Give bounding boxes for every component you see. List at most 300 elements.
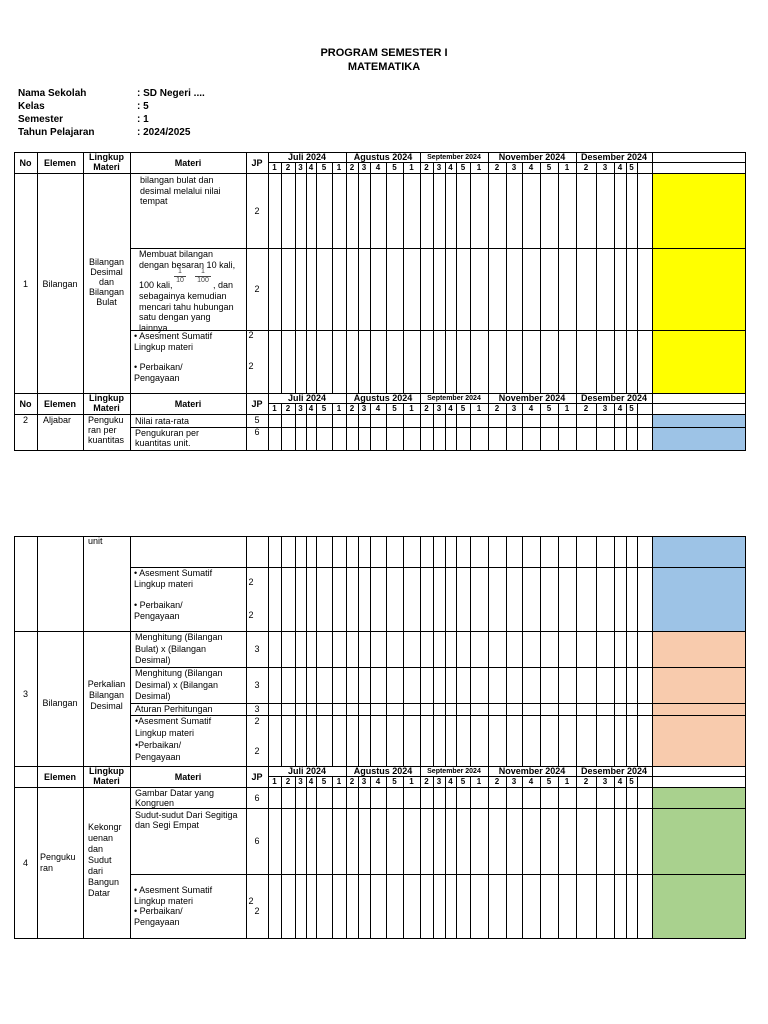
grid-line [295, 536, 296, 766]
materi-cell: Aturan Perhitungan [135, 704, 213, 714]
grid-line [420, 766, 421, 776]
grid-line [652, 162, 653, 173]
week-number: 1 [272, 404, 277, 413]
week-number: 1 [336, 777, 342, 786]
grid-line [456, 162, 457, 173]
grid-line [506, 173, 507, 393]
grid-line [130, 766, 131, 788]
month-label: September 2024 [427, 154, 481, 161]
week-number: 2 [583, 777, 589, 786]
grid-line [83, 152, 84, 173]
grid-line [637, 403, 638, 414]
grid-line [456, 415, 457, 450]
grid-line [614, 776, 615, 787]
header-elemen: Elemen [43, 399, 76, 409]
month-label: Agustus 2024 [353, 393, 413, 403]
grid-line [506, 415, 507, 450]
month-label: Desember 2024 [580, 766, 648, 776]
grid-line [558, 776, 559, 787]
week-number: 3 [361, 777, 367, 786]
grid-line [470, 788, 471, 938]
grid-line [130, 808, 746, 809]
no-cell: 1 [22, 279, 28, 289]
grid-line [456, 788, 457, 938]
grid-line [83, 415, 84, 450]
grid-line [14, 631, 746, 632]
grid-line [268, 766, 269, 776]
highlight-green [652, 788, 745, 938]
grid-line [37, 536, 38, 766]
grid-line [386, 788, 387, 938]
grid-line [281, 415, 282, 450]
grid-line [488, 162, 489, 173]
month-label: September 2024 [427, 768, 481, 775]
materi-cell: Membuat bilangan dengan besaran 10 kali, [139, 249, 236, 270]
week-number: 3 [298, 163, 303, 172]
grid-line [522, 403, 523, 414]
jp-cell: 2 [248, 577, 254, 587]
week-number: 5 [629, 163, 634, 172]
grid-line [433, 788, 434, 938]
grid-line [346, 173, 347, 393]
grid-line [614, 788, 615, 938]
grid-line [626, 536, 627, 766]
grid-line [14, 450, 746, 451]
program-title: PROGRAM SEMESTER I [320, 47, 448, 59]
grid-line [130, 536, 131, 766]
grid-line [745, 536, 746, 766]
grid-line [306, 415, 307, 450]
grid-line [420, 415, 421, 450]
week-number: 1 [272, 777, 277, 786]
elemen-cell: Penguku ran [40, 852, 76, 873]
grid-line [332, 403, 333, 414]
grid-line [358, 788, 359, 938]
jp-cell: 3 [254, 644, 260, 654]
week-number: 5 [629, 777, 634, 786]
jp-cell: 2 [248, 896, 254, 906]
grid-line [295, 788, 296, 938]
jp-cell: 2 [248, 361, 254, 371]
jp-cell: 3 [254, 704, 260, 714]
grid-line [346, 403, 347, 414]
fraction-one-tenth: $\frac{1}{10}$ [174, 268, 186, 285]
jp-cell: 5 [254, 415, 260, 425]
grid-line [745, 415, 746, 450]
grid-line [576, 788, 577, 938]
grid-line [652, 403, 653, 414]
grid-line [306, 403, 307, 414]
jp-cell: 2 [248, 610, 254, 620]
grid-line [37, 766, 38, 788]
week-number: 5 [392, 404, 397, 413]
grid-line [596, 162, 597, 173]
grid-line [420, 173, 421, 393]
grid-line [83, 536, 84, 766]
grid-line [268, 173, 269, 393]
grid-line [456, 173, 457, 393]
grid-line [370, 173, 371, 393]
grid-line [14, 766, 15, 788]
grid-line [626, 415, 627, 450]
grid-line [576, 766, 577, 776]
grid-line [445, 173, 446, 393]
grid-line [306, 173, 307, 393]
grid-line [281, 403, 282, 414]
week-number: 3 [361, 163, 367, 172]
grid-line [540, 403, 541, 414]
grid-line [488, 152, 489, 162]
grid-line [346, 152, 347, 162]
grid-line [420, 403, 421, 414]
grid-line [470, 415, 471, 450]
materi-cell: bilangan bulat dan desimal melalui nilai tempat [140, 175, 221, 206]
grid-line [558, 415, 559, 450]
month-label: Desember 2024 [580, 152, 648, 162]
grid-line [626, 788, 627, 938]
grid-line [506, 776, 507, 787]
week-number: 2 [349, 163, 355, 172]
materi-cell: • Perbaikan/ Pengayaan [134, 906, 183, 927]
grid-line [268, 393, 269, 403]
grid-line [386, 415, 387, 450]
week-number: 2 [349, 777, 355, 786]
week-number: 4 [617, 163, 623, 172]
week-number: 5 [460, 777, 466, 786]
week-number: 5 [460, 163, 466, 172]
grid-line [420, 152, 421, 162]
jp-cell: 2 [254, 906, 260, 916]
grid-line [488, 393, 489, 403]
grid-line [488, 788, 489, 938]
grid-line [403, 415, 404, 450]
grid-line [246, 152, 247, 173]
grid-line [403, 173, 404, 393]
grid-line [652, 536, 653, 766]
jp-cell: 2 [254, 716, 260, 726]
grid-line [370, 776, 371, 787]
week-number: 4 [308, 163, 314, 172]
grid-line [433, 776, 434, 787]
week-number: 1 [336, 404, 342, 413]
grid-line [433, 162, 434, 173]
grid-line [433, 415, 434, 450]
grid-line [332, 536, 333, 766]
grid-line [576, 162, 577, 173]
week-number: 5 [321, 777, 327, 786]
grid-line [626, 162, 627, 173]
grid-line [470, 173, 471, 393]
grid-line [652, 766, 653, 776]
grid-line [506, 536, 507, 766]
materi-cell: Sudut-sudut Dari Segitiga dan Segi Empat [135, 810, 238, 830]
week-number: 4 [375, 777, 381, 786]
materi-cell: Menghitung (Bilangan Bulat) x (Bilangan Desimal) [135, 632, 223, 665]
header-jp: JP [251, 399, 263, 409]
week-number: 5 [546, 404, 552, 413]
jp-cell: 3 [254, 680, 260, 690]
grid-line [637, 162, 638, 173]
month-label: November 2024 [498, 152, 566, 162]
grid-line [420, 536, 421, 766]
grid-line [306, 162, 307, 173]
grid-line [522, 173, 523, 393]
week-number: 4 [617, 777, 623, 786]
grid-line [346, 393, 347, 403]
grid-line [596, 776, 597, 787]
grid-line [576, 403, 577, 414]
grid-line [83, 766, 84, 788]
month-label: November 2024 [498, 766, 566, 776]
week-number: 1 [336, 163, 342, 172]
grid-line [268, 536, 269, 766]
highlight-blue [652, 415, 745, 450]
grid-line [488, 415, 489, 450]
materi-cell: , dan [213, 280, 234, 290]
week-number: 1 [476, 404, 482, 413]
grid-line [488, 403, 489, 414]
grid-line [445, 536, 446, 766]
week-number: 4 [448, 404, 453, 413]
grid-line [522, 536, 523, 766]
info-row: Nama Sekolah : SD Negeri .... [18, 88, 205, 99]
grid-line [268, 403, 269, 414]
header-materi: Materi [174, 772, 202, 782]
grid-line [626, 173, 627, 393]
grid-line [316, 162, 317, 173]
grid-line [576, 152, 577, 162]
grid-line [596, 415, 597, 450]
grid-line [470, 162, 471, 173]
week-number: 1 [564, 163, 570, 172]
grid-line [596, 403, 597, 414]
materi-cell: • Asesment Sumatif Lingkup materi [134, 885, 213, 906]
grid-line [386, 403, 387, 414]
grid-line [332, 776, 333, 787]
week-number: 1 [409, 163, 414, 172]
grid-line [268, 415, 269, 450]
week-number: 5 [321, 404, 327, 413]
grid-line [14, 393, 15, 415]
grid-line [652, 173, 653, 393]
grid-line [456, 403, 457, 414]
grid-line [316, 415, 317, 450]
info-row: Semester : 1 [18, 114, 149, 125]
grid-line [596, 173, 597, 393]
materi-cell: 100 kali, [139, 280, 173, 290]
grid-line [488, 766, 489, 776]
grid-line [540, 776, 541, 787]
grid-line [445, 403, 446, 414]
grid-line [637, 415, 638, 450]
grid-line [614, 173, 615, 393]
highlight-blue [652, 536, 745, 631]
grid-line [386, 536, 387, 766]
grid-line [370, 536, 371, 766]
elemen-cell: Aljabar [42, 415, 71, 425]
week-number: 3 [361, 404, 367, 413]
week-number: 5 [392, 777, 397, 786]
week-number: 5 [546, 163, 552, 172]
grid-line [403, 403, 404, 414]
week-number: 5 [629, 404, 634, 413]
header-jp: JP [251, 158, 263, 168]
grid-line [456, 536, 457, 766]
grid-line [558, 162, 559, 173]
grid-line [370, 403, 371, 414]
grid-line [540, 536, 541, 766]
materi-cell: •Perbaikan/ Pengayaan [135, 740, 182, 762]
grid-line [540, 788, 541, 938]
grid-line [346, 776, 347, 787]
header-lingkup: Lingkup Materi [89, 152, 124, 172]
grid-line [445, 776, 446, 787]
grid-line [332, 788, 333, 938]
week-number: 2 [583, 163, 589, 172]
grid-line [130, 874, 746, 875]
header-materi: Materi [174, 399, 202, 409]
week-number: 4 [308, 777, 314, 786]
grid-line [652, 415, 653, 450]
grid-line [403, 776, 404, 787]
week-number: 4 [375, 404, 381, 413]
grid-line [637, 536, 638, 766]
week-number: 1 [409, 404, 414, 413]
grid-line [130, 393, 131, 415]
grid-line [386, 162, 387, 173]
grid-line [420, 776, 421, 787]
jp-cell: 2 [248, 330, 254, 340]
grid-line [626, 776, 627, 787]
jp-cell: 6 [254, 793, 260, 803]
grid-line [626, 403, 627, 414]
grid-line [281, 536, 282, 766]
grid-line [614, 162, 615, 173]
grid-line [370, 162, 371, 173]
grid-line [558, 173, 559, 393]
header-elemen: Elemen [43, 158, 76, 168]
month-label: September 2024 [427, 395, 481, 402]
grid-line [295, 403, 296, 414]
grid-line [445, 415, 446, 450]
grid-line [316, 173, 317, 393]
highlight-peach [652, 631, 745, 766]
month-label: Desember 2024 [580, 393, 648, 403]
grid-line [346, 788, 347, 938]
grid-line [346, 536, 347, 766]
grid-line [403, 788, 404, 938]
week-number: 2 [349, 404, 355, 413]
week-number: 2 [424, 163, 429, 172]
grid-line [130, 152, 131, 173]
grid-line [576, 776, 577, 787]
grid-line [358, 403, 359, 414]
grid-line [268, 162, 269, 173]
week-number: 1 [476, 163, 482, 172]
grid-line [316, 788, 317, 938]
no-cell: 2 [22, 415, 28, 425]
grid-line [295, 415, 296, 450]
grid-line [14, 152, 15, 173]
grid-line [14, 536, 15, 766]
header-elemen: Elemen [43, 772, 76, 782]
grid-line [558, 788, 559, 938]
grid-line [316, 536, 317, 766]
header-jp: JP [251, 772, 263, 782]
lingkup-cell: Bilangan Desimal dan Bilangan Bulat [88, 257, 125, 307]
jp-cell: 2 [254, 746, 260, 756]
materi-cell: • Perbaikan/ Pengayaan [134, 600, 183, 621]
grid-line [420, 162, 421, 173]
materi-cell: • Asesment Sumatif Lingkup materi [134, 568, 213, 589]
week-number: 3 [602, 404, 608, 413]
header-lingkup: Lingkup Materi [89, 766, 124, 786]
grid-line [558, 403, 559, 414]
grid-line [346, 162, 347, 173]
week-number: 3 [511, 777, 517, 786]
grid-line [488, 173, 489, 393]
grid-line [295, 173, 296, 393]
materi-cell: Menghitung (Bilangan Desimal) x (Bilangan Desimal) [135, 668, 223, 701]
grid-line [281, 173, 282, 393]
grid-line [540, 415, 541, 450]
grid-line [268, 776, 269, 787]
header-no: No [19, 399, 32, 409]
grid-line [358, 776, 359, 787]
materi-cell: Pengukuran per kuantitas unit. [135, 428, 200, 448]
grid-line [420, 393, 421, 403]
grid-line [540, 173, 541, 393]
grid-line [370, 788, 371, 938]
jp-cell: 2 [254, 284, 260, 294]
grid-line [358, 536, 359, 766]
materi-cell: Nilai rata-rata [135, 416, 190, 426]
subject-title: MATEMATIKA [347, 61, 421, 73]
grid-line [433, 403, 434, 414]
grid-line [14, 938, 746, 939]
materi-cell: • Asesment Sumatif Lingkup materi [134, 331, 213, 352]
grid-line [637, 173, 638, 393]
month-label: Agustus 2024 [353, 152, 413, 162]
week-number: 1 [476, 777, 482, 786]
grid-line [281, 162, 282, 173]
grid-line [358, 162, 359, 173]
grid-line [745, 788, 746, 938]
info-row: Kelas : 5 [18, 101, 149, 112]
grid-line [358, 173, 359, 393]
week-number: 4 [375, 163, 381, 172]
grid-line [637, 788, 638, 938]
week-number: 1 [564, 404, 570, 413]
week-number: 5 [460, 404, 466, 413]
grid-line [445, 788, 446, 938]
header-lingkup: Lingkup Materi [89, 393, 124, 413]
grid-line [614, 403, 615, 414]
grid-line [346, 415, 347, 450]
week-number: 4 [528, 163, 534, 172]
school-info [18, 87, 205, 139]
grid-line [470, 776, 471, 787]
month-label: Juli 2024 [287, 152, 327, 162]
grid-line [506, 403, 507, 414]
week-number: 2 [583, 404, 589, 413]
grid-line [652, 788, 653, 938]
grid-line [433, 536, 434, 766]
week-number: 4 [528, 777, 534, 786]
grid-line [614, 536, 615, 766]
header-no: No [19, 158, 32, 168]
grid-line [522, 415, 523, 450]
